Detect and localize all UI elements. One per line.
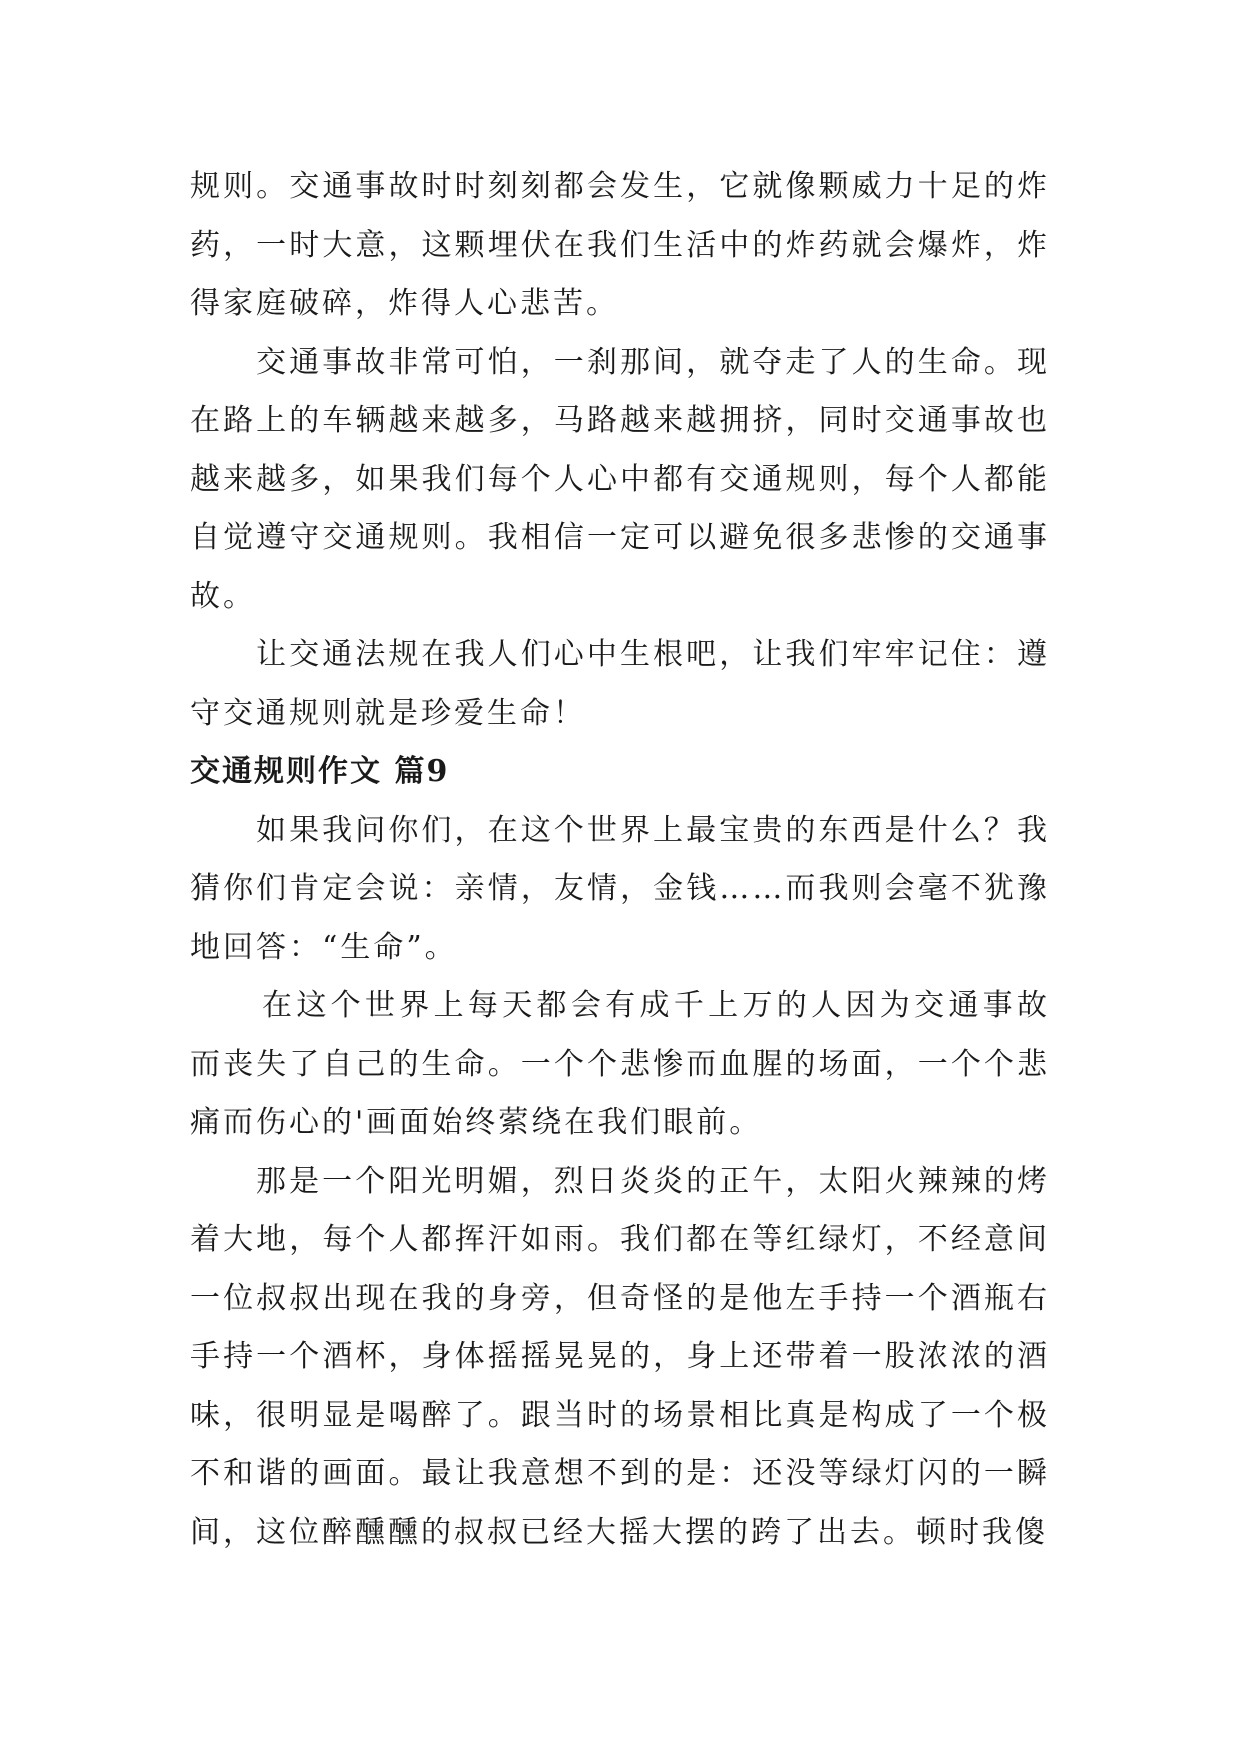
essay-heading: 交通规则作文 篇9 [190, 754, 450, 789]
paragraph-most-precious: 如果我问你们，在这个世界上最宝贵的东西是什么？我猜你们肯定会说：亲情，友情，金钱……而我则会毫不犹豫地回答：“生命”。 [190, 812, 1050, 965]
paragraph-traffic-law: 让交通法规在我人们心中生根吧，让我们牢牢记住：遵守交通规则就是珍爱生命！ [190, 637, 1050, 731]
document-body [190, 158, 1050, 1562]
paragraph-traffic-danger: 交通事故非常可怕，一刹那间，就夺走了人的生命。现在路上的车辆越来越多，马路越来越拥挤，同时交通事故也越来越多，如果我们每个人心中都有交通规则，每个人都能自觉遵守交通规则。我相信一定可以避免很多悲惨的交通事故。 [190, 344, 1050, 614]
paragraph-lives-lost: 在这个世界上每天都会有成千上万的人因为交通事故而丧失了自己的生命。一个个悲惨而血腥的场面，一个个悲痛而伤心的'画面始终萦绕在我们眼前。 [190, 988, 1050, 1140]
paragraph-drunk-uncle: 那是一个阳光明媚，烈日炎炎的正午，太阳火辣辣的烤着大地，每个人都挥汗如雨。我们都在等红绿灯，不经意间一位叔叔出现在我的身旁，但奇怪的是他左手持一个酒瓶右手持一个酒杯，身体摇摇晃晃的，身上还带着一股浓浓的酒味，很明显是喝醉了。跟当时的场景相比真是构成了一个极不和谐的画面。最让我意想不到的是：还没等绿灯闪的一瞬间，这位醉醺醺的叔叔已经大摇大摆的跨了出去。顿时我傻 [190, 1163, 1050, 1550]
paragraph-continuation: 规则。交通事故时时刻刻都会发生，它就像颗威力十足的炸药，一时大意，这颗埋伏在我们生活中的炸药就会爆炸，炸得家庭破碎，炸得人心悲苦。 [190, 169, 1050, 321]
